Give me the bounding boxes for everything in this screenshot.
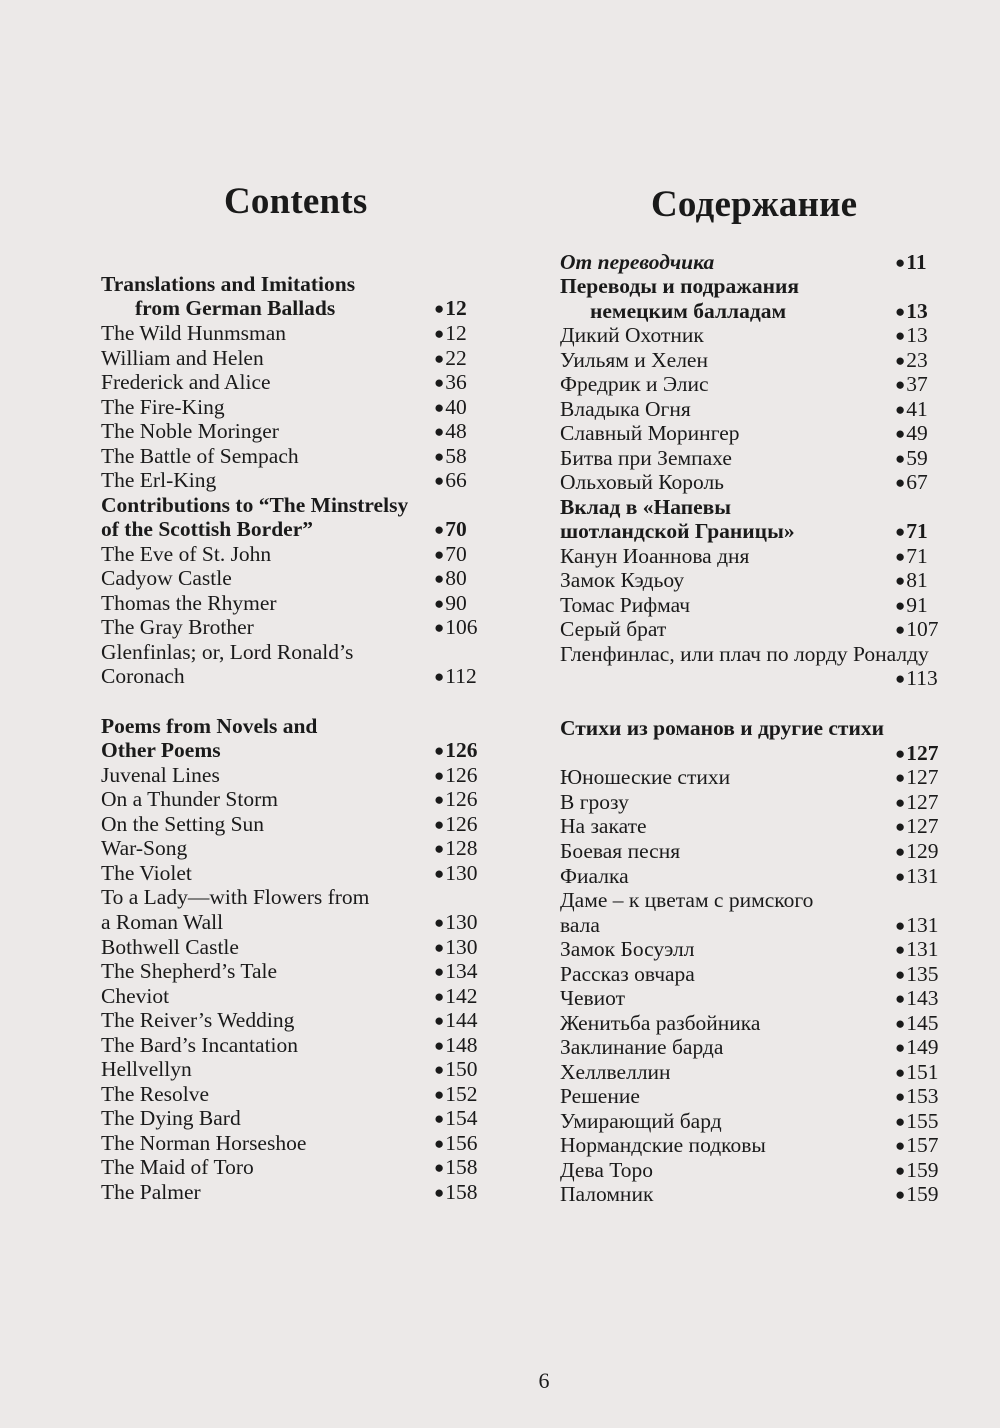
page-ref: 67 xyxy=(906,470,928,494)
toc-page-number xyxy=(895,397,928,423)
toc-entry-title: Нормандские подковы xyxy=(560,1133,766,1157)
bullet-icon: ● xyxy=(434,741,445,760)
bullet-icon: ● xyxy=(434,349,445,368)
page-ref: 149 xyxy=(906,1035,939,1059)
page-ref: 152 xyxy=(445,1082,478,1106)
bullet-icon: ● xyxy=(895,867,906,886)
page-ref: 70 xyxy=(445,542,467,566)
bullet-icon: ● xyxy=(895,473,906,492)
toc-page-number xyxy=(895,1060,939,1086)
toc-page-number xyxy=(895,986,939,1012)
toc-page-number xyxy=(434,296,467,322)
toc-entry-title: Женитьба разбойника xyxy=(560,1011,761,1035)
toc-entry-title: The Reiver’s Wedding xyxy=(101,1008,295,1032)
toc-page-number xyxy=(895,1133,939,1159)
toc-entry-title: To a Lady—with Flowers from xyxy=(101,885,370,909)
toc-entry-title: Фредрик и Элис xyxy=(560,372,709,396)
toc-page-number xyxy=(895,1035,939,1061)
toc-entry-title: The Palmer xyxy=(101,1180,201,1204)
bullet-icon: ● xyxy=(434,913,445,932)
toc-page-number xyxy=(434,321,467,347)
bullet-icon: ● xyxy=(434,471,445,490)
toc-page-number xyxy=(434,836,478,862)
bullet-icon: ● xyxy=(434,373,445,392)
page-ref: 158 xyxy=(445,1155,478,1179)
toc-entry-title: The Bard’s Incantation xyxy=(101,1033,299,1057)
toc-page-number xyxy=(895,544,928,570)
toc-entry-title: Contributions to “The Minstrelsy xyxy=(101,493,409,517)
toc-page-number xyxy=(434,1155,478,1181)
page-ref: 11 xyxy=(906,250,927,274)
toc-page-number xyxy=(434,738,478,764)
toc-page-number xyxy=(895,593,928,619)
page-ref: 127 xyxy=(906,765,939,789)
page-ref: 80 xyxy=(445,566,467,590)
bullet-icon: ● xyxy=(434,1060,445,1079)
toc-entry-title-continued: немецким балладам xyxy=(590,299,787,323)
bullet-icon: ● xyxy=(895,965,906,984)
page-ref: 71 xyxy=(906,544,928,568)
toc-page-number xyxy=(895,470,928,496)
page-ref: 155 xyxy=(906,1109,939,1133)
toc-entry-title: The Dying Bard xyxy=(101,1106,241,1130)
bullet-icon: ● xyxy=(895,620,906,639)
toc-page-number xyxy=(895,1182,939,1208)
toc-page-number xyxy=(895,962,939,988)
page-ref: 113 xyxy=(906,666,938,690)
page-ref: 37 xyxy=(906,372,928,396)
toc-entry-title: The Norman Horseshoe xyxy=(101,1131,307,1155)
toc-entry-title: От переводчика xyxy=(560,250,715,274)
page-ref: 150 xyxy=(445,1057,478,1081)
bullet-icon: ● xyxy=(895,351,906,370)
toc-entry-title: The Violet xyxy=(101,861,192,885)
toc-page-number xyxy=(895,323,928,349)
toc-entry-title: The Battle of Sempach xyxy=(101,444,299,468)
bullet-icon: ● xyxy=(895,1112,906,1131)
bullet-icon: ● xyxy=(895,1161,906,1180)
toc-entry-title: Cadyow Castle xyxy=(101,566,232,590)
page-ref: 36 xyxy=(445,370,467,394)
bullet-icon: ● xyxy=(895,1063,906,1082)
bullet-icon: ● xyxy=(895,596,906,615)
bullet-icon: ● xyxy=(434,864,445,883)
page-ref: 112 xyxy=(445,664,477,688)
toc-entry-title: The Fire-King xyxy=(101,395,225,419)
toc-entry-title: Thomas the Rhymer xyxy=(101,591,277,615)
toc-entry-title: Чевиот xyxy=(560,986,626,1010)
toc-entry-title: War-Song xyxy=(101,836,188,860)
bullet-icon: ● xyxy=(895,547,906,566)
page-ref: 91 xyxy=(906,593,928,617)
bullet-icon: ● xyxy=(434,987,445,1006)
toc-entry-title: Уильям и Хелен xyxy=(560,348,708,372)
toc-entry-title: Дикий Охотник xyxy=(560,323,704,347)
page-ref: 66 xyxy=(445,468,467,492)
bullet-icon: ● xyxy=(895,522,906,541)
toc-entry-title: Славный Морингер xyxy=(560,421,740,445)
page-ref: 81 xyxy=(906,568,928,592)
toc-page-number xyxy=(895,421,928,447)
toc-entry-title: Рассказ овчара xyxy=(560,962,695,986)
toc-page-number xyxy=(895,568,928,594)
toc-page-number xyxy=(895,348,928,374)
bullet-icon: ● xyxy=(434,447,445,466)
toc-entry-title: Дева Торо xyxy=(560,1158,654,1182)
page-ref: 41 xyxy=(906,397,928,421)
toc-entry-title: Стихи из романов и другие стихи xyxy=(560,716,885,740)
toc-entry-title: Фиалка xyxy=(560,864,629,888)
toc-entry-title: Glenfinlas; or, Lord Ronald’s xyxy=(101,640,354,664)
toc-page-number xyxy=(895,839,939,865)
page-ref: 134 xyxy=(445,959,478,983)
toc-entry-title: Bothwell Castle xyxy=(101,935,239,959)
toc-entry-title-continued: шотландской Границы» xyxy=(560,519,795,543)
toc-entry-title: Умирающий бард xyxy=(560,1109,722,1133)
toc-page-number xyxy=(434,1082,478,1108)
toc-entry-title: Юношеские стихи xyxy=(560,765,731,789)
bullet-icon: ● xyxy=(895,989,906,1008)
toc-entry-title: Боевая песня xyxy=(560,839,681,863)
toc-entry-title: William and Helen xyxy=(101,346,264,370)
toc-entry-title: В грозу xyxy=(560,790,629,814)
toc-entry-title: На закате xyxy=(560,814,647,838)
toc-page-number xyxy=(434,370,467,396)
page-ref: 130 xyxy=(445,861,478,885)
toc-page-number xyxy=(434,1106,478,1132)
toc-entry-title: On a Thunder Storm xyxy=(101,787,278,811)
page-ref: 126 xyxy=(445,787,478,811)
toc-page-number xyxy=(434,1057,478,1083)
page-ref: 159 xyxy=(906,1182,939,1206)
bullet-icon: ● xyxy=(895,571,906,590)
toc-page-number xyxy=(895,790,939,816)
toc-entry-title: The Resolve xyxy=(101,1082,210,1106)
toc-entry-title: Битва при Земпахе xyxy=(560,446,732,470)
bullet-icon: ● xyxy=(434,324,445,343)
toc-page-number xyxy=(895,937,939,963)
toc-entry-title-continued: a Roman Wall xyxy=(101,910,224,934)
bullet-icon: ● xyxy=(895,793,906,812)
bullet-icon: ● xyxy=(434,938,445,957)
page-ref: 126 xyxy=(445,812,478,836)
bullet-icon: ● xyxy=(434,545,445,564)
toc-entry-title: Решение xyxy=(560,1084,640,1108)
toc-page-number xyxy=(434,468,467,494)
toc-page-number xyxy=(895,519,928,545)
toc-page-number xyxy=(434,959,478,985)
toc-page-number xyxy=(434,763,478,789)
toc-page-number xyxy=(895,1158,939,1184)
page-ref: 130 xyxy=(445,910,478,934)
bullet-icon: ● xyxy=(895,1038,906,1057)
bullet-icon: ● xyxy=(434,594,445,613)
toc-page-number xyxy=(434,615,478,641)
toc-entry-title-continued: Coronach xyxy=(101,664,185,688)
toc-page-number xyxy=(434,591,467,617)
toc-page-number xyxy=(434,664,477,690)
toc-entry-title: Замок Кэдьоу xyxy=(560,568,685,592)
toc-page-number xyxy=(434,517,467,543)
page-ref: 129 xyxy=(906,839,939,863)
toc-entry-title: Вклад в «Напевы xyxy=(560,495,732,519)
toc-entry-title-continued: вала xyxy=(560,913,600,937)
page-ref: 22 xyxy=(445,346,467,370)
bullet-icon: ● xyxy=(434,815,445,834)
bullet-icon: ● xyxy=(434,422,445,441)
page-ref: 12 xyxy=(445,321,467,345)
page-ref: 107 xyxy=(906,617,939,641)
bullet-icon: ● xyxy=(434,1158,445,1177)
toc-page-number xyxy=(434,861,478,887)
bullet-icon: ● xyxy=(434,569,445,588)
toc-entry-title: Даме – к цветам с римского xyxy=(560,888,814,912)
page-ref: 59 xyxy=(906,446,928,470)
page-ref: 127 xyxy=(906,790,939,814)
toc-entry-title: Cheviot xyxy=(101,984,170,1008)
bullet-icon: ● xyxy=(895,1087,906,1106)
bullet-icon: ● xyxy=(895,1136,906,1155)
page-ref: 144 xyxy=(445,1008,478,1032)
bullet-icon: ● xyxy=(895,400,906,419)
toc-entry-title: Замок Босуэлл xyxy=(560,937,695,961)
toc-page-number xyxy=(895,617,939,643)
toc-page-number xyxy=(434,444,467,470)
toc-entry-title: Переводы и подражания xyxy=(560,274,800,298)
page-ref: 71 xyxy=(906,519,928,543)
page-ref: 127 xyxy=(906,814,939,838)
toc-entry-title: On the Setting Sun xyxy=(101,812,265,836)
page-ref: 126 xyxy=(445,763,478,787)
toc-page-number xyxy=(895,299,928,325)
bullet-icon: ● xyxy=(434,667,445,686)
page-ref: 70 xyxy=(445,517,467,541)
bullet-icon: ● xyxy=(434,1085,445,1104)
page-ref: 23 xyxy=(906,348,928,372)
page-ref: 90 xyxy=(445,591,467,615)
bullet-icon: ● xyxy=(434,299,445,318)
bullet-icon: ● xyxy=(434,618,445,637)
toc-page-number xyxy=(434,787,478,813)
bullet-icon: ● xyxy=(895,424,906,443)
page-ref: 142 xyxy=(445,984,478,1008)
page-ref: 156 xyxy=(445,1131,478,1155)
toc-entry-title: Владыка Огня xyxy=(560,397,691,421)
bullet-icon: ● xyxy=(895,817,906,836)
toc-entry-title: Хеллвеллин xyxy=(560,1060,671,1084)
page-ref: 12 xyxy=(445,296,467,320)
toc-entry-title: The Maid of Toro xyxy=(101,1155,254,1179)
page-ref: 148 xyxy=(445,1033,478,1057)
toc-page-number xyxy=(434,566,467,592)
toc-page-number xyxy=(434,935,478,961)
toc-page-number xyxy=(895,741,939,767)
bullet-icon: ● xyxy=(434,1183,445,1202)
toc-entry-title: Frederick and Alice xyxy=(101,370,271,394)
page-ref: 158 xyxy=(445,1180,478,1204)
toc-entry-title: Translations and Imitations xyxy=(101,272,356,296)
toc-entry-title: Ольховый Король xyxy=(560,470,724,494)
toc-entry-title-continued: Other Poems xyxy=(101,738,221,762)
bullet-icon: ● xyxy=(434,1011,445,1030)
toc-entry-title: Hellvellyn xyxy=(101,1057,192,1081)
page-ref: 13 xyxy=(906,323,928,347)
bullet-icon: ● xyxy=(434,962,445,981)
bullet-icon: ● xyxy=(895,449,906,468)
bullet-icon: ● xyxy=(895,326,906,345)
toc-entry-title-continued: of the Scottish Border” xyxy=(101,517,313,541)
bullet-icon: ● xyxy=(434,1134,445,1153)
bullet-icon: ● xyxy=(895,302,906,321)
bullet-icon: ● xyxy=(434,790,445,809)
toc-entry-title-continued: from German Ballads xyxy=(135,296,336,320)
page-ref: 157 xyxy=(906,1133,939,1157)
contents-heading: Contents xyxy=(224,181,368,222)
toc-page-number xyxy=(434,395,467,421)
toc-page-number xyxy=(895,864,939,890)
page-ref: 143 xyxy=(906,986,939,1010)
page-ref: 40 xyxy=(445,395,467,419)
toc-page-number xyxy=(434,1033,478,1059)
toc-entry-title: The Erl-King xyxy=(101,468,217,492)
page-ref: 145 xyxy=(906,1011,939,1035)
toc-page-number xyxy=(895,814,939,840)
toc-page-number xyxy=(434,346,467,372)
page-ref: 58 xyxy=(445,444,467,468)
toc-page-number xyxy=(434,910,478,936)
page-ref: 159 xyxy=(906,1158,939,1182)
toc-entry-title: Заклинание барда xyxy=(560,1035,724,1059)
bullet-icon: ● xyxy=(895,1014,906,1033)
toc-entry-title: Серый брат xyxy=(560,617,667,641)
toc-page-number xyxy=(434,812,478,838)
bullet-icon: ● xyxy=(434,766,445,785)
bullet-icon: ● xyxy=(895,253,906,272)
bullet-icon: ● xyxy=(895,375,906,394)
page-ref: 131 xyxy=(906,913,939,937)
page-ref: 13 xyxy=(906,299,928,323)
page-ref: 126 xyxy=(445,738,478,762)
toc-page-number xyxy=(434,419,467,445)
bullet-icon: ● xyxy=(895,1185,906,1204)
toc-entry-title: The Gray Brother xyxy=(101,615,254,639)
contents-heading-russian: Содержание xyxy=(651,184,858,225)
toc-page-number xyxy=(895,1011,939,1037)
page-ref: 151 xyxy=(906,1060,939,1084)
toc-entry-title: The Wild Hunmsman xyxy=(101,321,287,345)
toc-entry-title: The Noble Moringer xyxy=(101,419,279,443)
toc-entry-title: Poems from Novels and xyxy=(101,714,318,738)
toc-entry-title: Гленфинлас, или плач по лорду Роналду xyxy=(560,642,929,666)
page-ref: 130 xyxy=(445,935,478,959)
toc-page-number xyxy=(434,984,478,1010)
page-ref: 49 xyxy=(906,421,928,445)
toc-page-number xyxy=(434,1180,478,1206)
page-ref: 128 xyxy=(445,836,478,860)
toc-entry-title: The Eve of St. John xyxy=(101,542,272,566)
page-ref: 153 xyxy=(906,1084,939,1108)
page-number: 6 xyxy=(538,1368,550,1393)
toc-entry-title: Паломник xyxy=(560,1182,654,1206)
toc-page-number xyxy=(434,1131,478,1157)
bullet-icon: ● xyxy=(895,940,906,959)
bullet-icon: ● xyxy=(895,842,906,861)
bullet-icon: ● xyxy=(895,744,906,763)
bullet-icon: ● xyxy=(434,1036,445,1055)
toc-page-number xyxy=(895,1109,939,1135)
toc-page-number xyxy=(895,250,927,276)
toc-page-number xyxy=(895,765,939,791)
bullet-icon: ● xyxy=(895,916,906,935)
toc-entry-title: Канун Иоаннова дня xyxy=(560,544,750,568)
page-ref: 131 xyxy=(906,864,939,888)
toc-entry-title: Томас Рифмач xyxy=(560,593,691,617)
bullet-icon: ● xyxy=(895,768,906,787)
page-ref: 135 xyxy=(906,962,939,986)
page-ref: 131 xyxy=(906,937,939,961)
toc-page-number xyxy=(895,913,939,939)
page-ref: 106 xyxy=(445,615,478,639)
toc-page-number xyxy=(895,446,928,472)
bullet-icon: ● xyxy=(434,520,445,539)
toc-page-number xyxy=(895,1084,939,1110)
bullet-icon: ● xyxy=(434,398,445,417)
page-ref: 48 xyxy=(445,419,467,443)
toc-entry-title: The Shepherd’s Tale xyxy=(101,959,278,983)
toc-page-number xyxy=(895,666,938,692)
toc-entry-title: Juvenal Lines xyxy=(101,763,220,787)
bullet-icon: ● xyxy=(434,1109,445,1128)
page-ref: 154 xyxy=(445,1106,478,1130)
toc-page-number xyxy=(434,542,467,568)
bullet-icon: ● xyxy=(895,669,906,688)
toc-page-number xyxy=(895,372,928,398)
page-ref: 127 xyxy=(906,741,939,765)
bullet-icon: ● xyxy=(434,839,445,858)
toc-page-number xyxy=(434,1008,478,1034)
